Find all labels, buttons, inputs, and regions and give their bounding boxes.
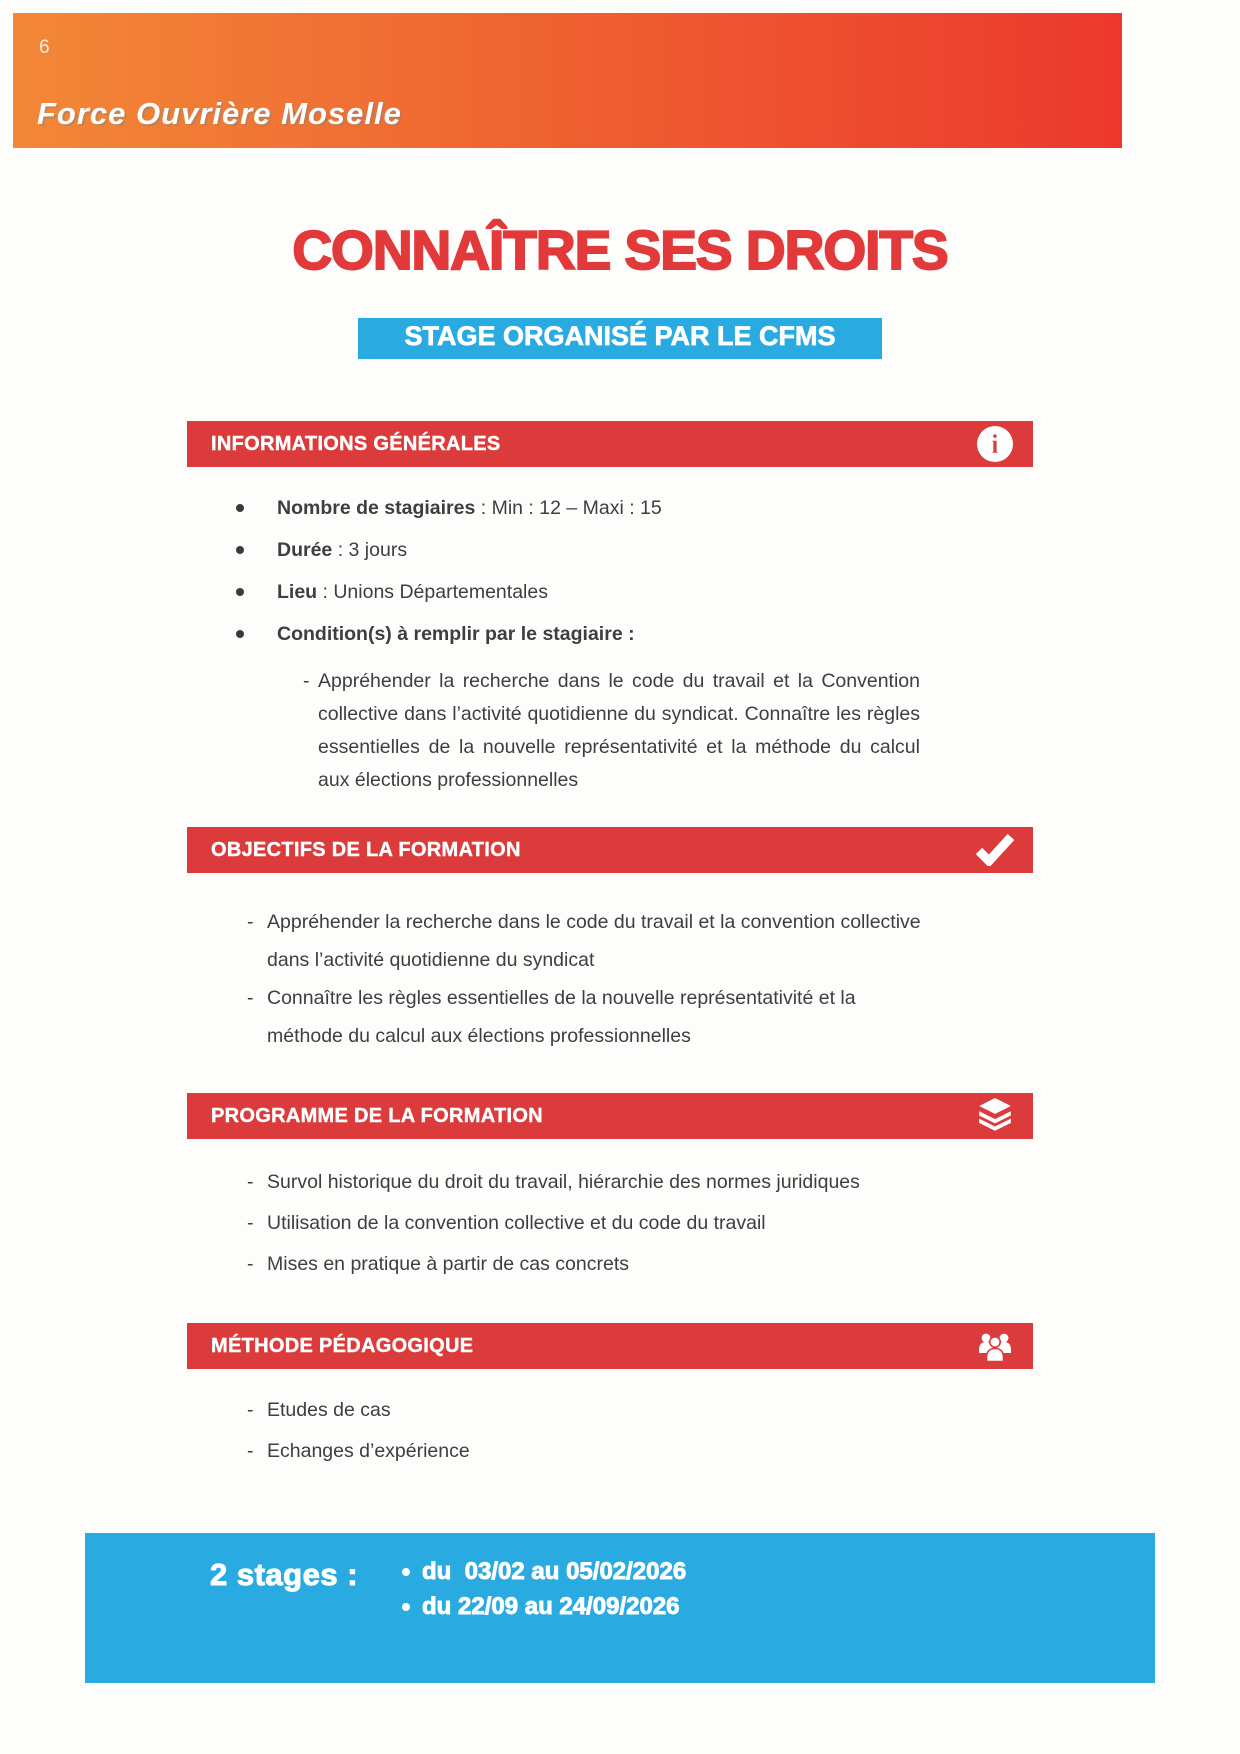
info-icon [975,424,1015,464]
list-item: Nombre de stagiaires : Min : 12 – Maxi : 15 [229,497,949,519]
check-icon [975,830,1015,870]
section-header-objectifs [187,827,1033,873]
books-icon [975,1096,1015,1136]
programme-list [247,1171,922,1275]
page-header [13,13,1122,148]
section-header-informations [187,421,1033,467]
condition-sub-item [303,665,920,797]
stage-date: du 22/09 au 24/09/2026 [400,1594,686,1620]
list-item: - Echanges d’expérience [247,1440,922,1462]
list-item: - Mises en pratique à partir de cas concrets [247,1253,922,1275]
stages-box [85,1533,1155,1683]
list-item: Lieu : Unions Départementales [229,581,949,603]
condition-sub-item-text: Appréhender la recherche dans le code du travail et la Convention collective dans l’activité quotidienne du syndicat. Connaître les règles essentielles de la nouvelle représentativité et la méthode du calcul aux élections professionnelles [318,670,920,791]
stage-banner: STAGE ORGANISÉ PAR LE CFMS [358,318,881,359]
stages-row [85,1533,1155,1629]
section-header-informations-label: INFORMATIONS GÉNÉRALES [211,432,501,455]
info-icon-glyph: i [977,426,1013,462]
brand-logo: Force Ouvrière Moselle [37,96,402,131]
stages-count-label: 2 stages : [210,1557,359,1592]
page-number: 6 [39,37,50,58]
list-item: Durée : 3 jours [229,539,949,561]
stage-banner-row [197,318,1043,359]
section-header-programme [187,1093,1033,1139]
section-header-methode-label: MÉTHODE PÉDAGOGIQUE [211,1334,474,1357]
stage-date: du 03/02 au 05/02/2026 [400,1559,686,1585]
list-item: - Etudes de cas [247,1399,922,1421]
people-icon [975,1326,1015,1366]
list-item: - Connaître les règles essentielles de la nouvelle représentativité et la méthode du calcul aux élections professionnelles [247,979,922,1055]
stages-dates-list [400,1559,686,1629]
section-header-objectifs-label: OBJECTIFS DE LA FORMATION [211,838,521,861]
objectifs-list [247,903,922,1055]
page-content [0,148,1240,1481]
list-item: - Survol historique du droit du travail, hiérarchie des normes juridiques [247,1171,922,1193]
list-item: Condition(s) à remplir par le stagiaire : [229,623,949,645]
informations-list [229,497,949,645]
section-header-methode [187,1323,1033,1369]
page-title: CONNAÎTRE SES DROITS [292,219,948,281]
list-item: - Appréhender la recherche dans le code du travail et la convention collective dans l’activité quotidienne du syndicat [247,903,922,979]
methode-list [247,1399,922,1462]
list-item: - Utilisation de la convention collective et du code du travail [247,1212,922,1234]
dash-marker: - [303,670,310,692]
section-header-programme-label: PROGRAMME DE LA FORMATION [211,1104,543,1127]
